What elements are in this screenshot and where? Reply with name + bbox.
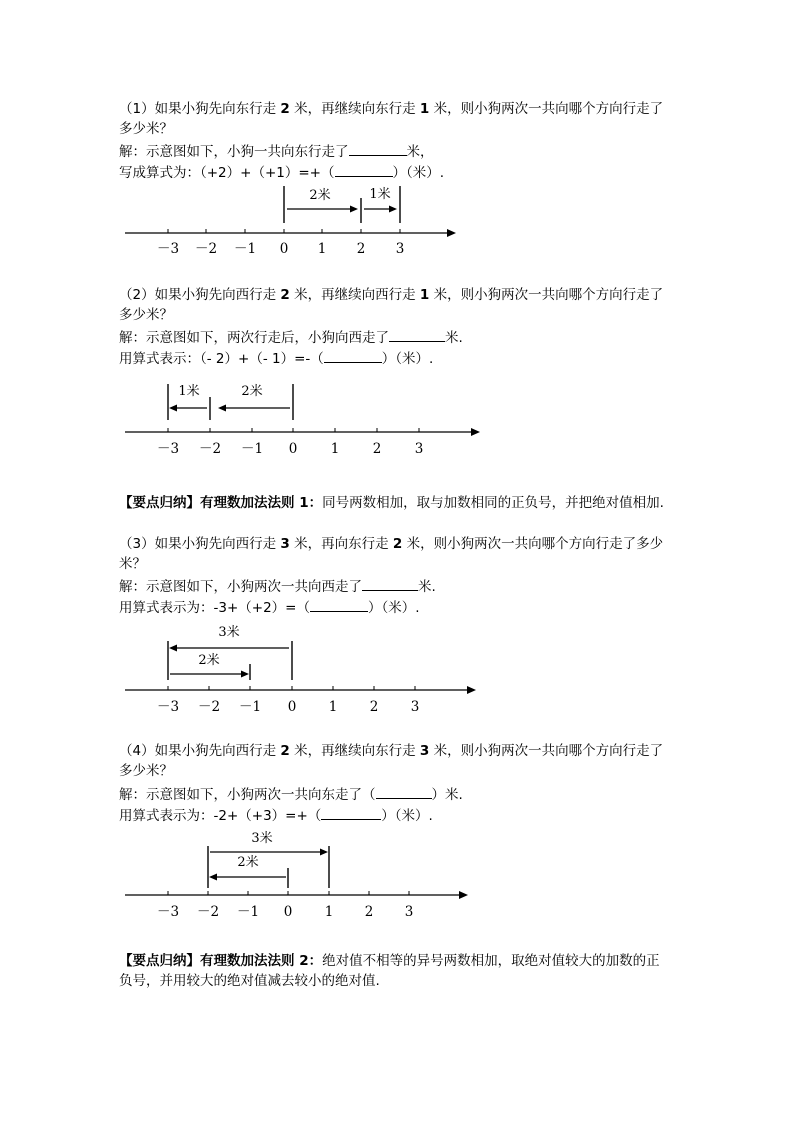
tick-label: 1: [317, 241, 327, 257]
tick-label: 2: [372, 441, 382, 457]
tick-label: 0: [279, 241, 289, 257]
tick-label: 2: [369, 699, 379, 715]
tick-label: －2: [194, 241, 218, 257]
q1-equation: 写成算式为：（+2）+（+1）=+（ ）（米）.: [119, 162, 444, 182]
q4-equation: 用算式表示为：-2+（+3）=+（ ）（米）.: [119, 805, 433, 825]
tick-label: 2: [364, 904, 374, 920]
arrow-label: 3米: [251, 831, 273, 846]
arrow-label: 2米: [237, 855, 259, 870]
tick-label: 0: [283, 904, 293, 920]
q4-line1: （4）如果小狗先向西行走 2 米，再继续向东行走 3 米，则小狗两次一共向哪个方向行走了: [119, 743, 664, 759]
q1-line1: （1）如果小狗先向东行走 2 米，再继续向东行走 1 米，则小狗两次一共向哪个方向行走了: [119, 101, 664, 117]
tick-label: －1: [238, 699, 262, 715]
tick-label: －1: [233, 241, 257, 257]
tick-label: －3: [156, 441, 180, 457]
tick-label: －2: [197, 699, 221, 715]
rule2-line2: 负号，并用较大的绝对值减去较小的绝对值.: [119, 973, 380, 989]
q2-line2: 多少米？: [119, 307, 173, 323]
q4-line2: 多少米？: [119, 763, 173, 779]
q3-line1: （3）如果小狗先向西行走 3 米，再向东行走 2 米，则小狗两次一共向哪个方向行走了多少: [119, 536, 664, 552]
q3-line2: 米？: [119, 556, 146, 572]
tick-label: －2: [198, 441, 222, 457]
q2-solution: 解：示意图如下，两次行走后，小狗向西走了 米.: [119, 327, 463, 347]
tick-label: －1: [236, 904, 260, 920]
arrow-label: 1米: [369, 187, 391, 202]
tick-label: 2: [356, 241, 366, 257]
tick-label: －3: [156, 904, 180, 920]
tick-label: －3: [156, 241, 180, 257]
q2-equation: 用算式表示：（- 2）+（- 1）=-（ ）（米）.: [119, 348, 433, 368]
tick-label: －1: [240, 441, 264, 457]
arrow-label: 2米: [241, 384, 263, 399]
arrow-label: 2米: [198, 653, 220, 668]
tick-label: －3: [156, 699, 180, 715]
tick-label: 1: [328, 699, 338, 715]
tick-label: 3: [395, 241, 405, 257]
tick-label: 1: [330, 441, 340, 457]
q3-equation: 用算式表示为：-3+（+2）=（ ）（米）.: [119, 597, 420, 617]
arrow-label: 2米: [309, 188, 331, 203]
tick-label: 3: [404, 904, 414, 920]
tick-label: 3: [410, 699, 420, 715]
q3-solution: 解：示意图如下，小狗两次一共向西走了 米.: [119, 576, 436, 596]
tick-label: 3: [414, 441, 424, 457]
tick-label: 0: [288, 441, 298, 457]
q2-line1: （2）如果小狗先向西行走 2 米，再继续向西行走 1 米，则小狗两次一共向哪个方向行走了: [119, 287, 664, 303]
tick-label: 1: [324, 904, 334, 920]
q1-solution: 解：示意图如下，小狗一共向东行走了 米，: [119, 141, 434, 161]
arrow-label: 3米: [218, 625, 240, 640]
tick-label: 0: [287, 699, 297, 715]
rule1: 【要点归纳】有理数加法法则 1：同号两数相加，取与加数相同的正负号，并把绝对值相加.: [119, 495, 664, 511]
q1-line2: 多少米？: [119, 121, 173, 137]
q4-solution: 解：示意图如下，小狗两次一共向东走了（ ）米.: [119, 784, 463, 804]
arrow-label: 1米: [178, 384, 200, 399]
tick-label: －2: [196, 904, 220, 920]
rule2-line1: 【要点归纳】有理数加法法则 2：绝对值不相等的异号两数相加，取绝对值较大的加数的正: [119, 953, 660, 969]
